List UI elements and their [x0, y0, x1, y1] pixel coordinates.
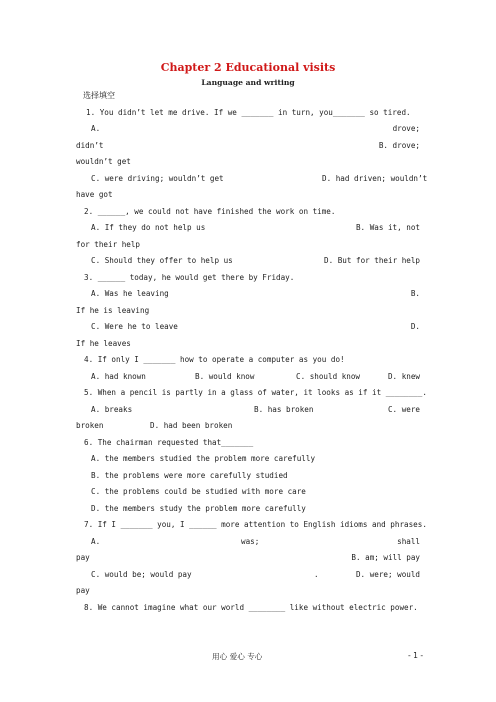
option-2b: B. Was it, not	[355, 223, 420, 232]
option-1c: C. were driving; wouldn’t get	[91, 174, 224, 183]
question-6: 6. The chairman requested that_______	[84, 438, 254, 447]
option-7d-cont: pay	[76, 586, 90, 595]
option-6a: A. the members studied the problem more carefully	[91, 454, 316, 463]
option-1b: B. drove;	[378, 141, 420, 150]
option-3a: A. Was he leaving	[91, 289, 169, 298]
option-6d: D. the members study the problem more carefully	[91, 504, 306, 513]
question-4: 4. If only I _______ how to operate a computer as you do!	[84, 355, 345, 364]
option-5a: A. breaks	[91, 405, 133, 414]
question-8: 8. We cannot imagine what our world ________ like without electric power.	[84, 603, 418, 612]
option-6b: B. the problems were more carefully studied	[91, 471, 288, 480]
option-5b: B. has broken	[254, 405, 314, 414]
option-7b: B. am; will pay	[351, 553, 420, 562]
page-subtitle: Language and writing	[201, 78, 295, 87]
option-5d: D. had been broken	[150, 421, 233, 430]
option-2b-cont: for their help	[76, 240, 141, 249]
option-4b: B. would know	[195, 372, 255, 381]
option-6c: C. the problems could be studied with more care	[91, 487, 306, 496]
option-2a: A. If they do not help us	[91, 223, 206, 232]
option-1d: D. had driven; wouldn’t	[322, 174, 428, 183]
option-1b-cont: wouldn’t get	[76, 157, 131, 166]
question-7: 7. If I _______ you, I ______ more attention to English idioms and phrases.	[84, 520, 427, 529]
question-2: 2. ______, we could not have finished the work on time.	[84, 207, 336, 216]
question-3: 3. ______ today, he would get there by Friday.	[84, 273, 295, 282]
question-5: 5. When a pencil is partly in a glass of water, it looks as if it ________.	[84, 388, 427, 397]
option-7c: C. would be; would pay	[91, 570, 192, 579]
option-1a-cont: didn’t	[76, 141, 104, 150]
option-3c: C. Were he to leave	[91, 322, 178, 331]
option-4c: C. should know	[296, 372, 361, 381]
option-4d: D. knew	[387, 372, 420, 381]
option-4a: A. had known	[91, 372, 146, 381]
option-3d: D.	[410, 322, 420, 331]
option-3d-cont: If he leaves	[76, 339, 131, 348]
question-1: 1. You didn’t let me drive. If we _______ in turn, you_______ so tired.	[86, 108, 411, 117]
option-1a: A.	[91, 124, 101, 133]
option-7a-text: was;	[241, 537, 260, 546]
option-3b: B.	[410, 289, 420, 298]
option-7-dot: .	[314, 570, 319, 579]
page-title: Chapter 2 Educational visits	[160, 61, 336, 74]
option-7a: A.	[91, 537, 101, 546]
option-5c: C. were	[387, 405, 420, 414]
option-7d: D. were; would	[355, 570, 420, 579]
option-1d-cont: have got	[76, 190, 113, 199]
section-heading: 选择填空	[83, 91, 115, 100]
option-7a-cont: pay	[76, 553, 90, 562]
page-number: - 1 -	[408, 651, 424, 660]
footer-motto: 用心 爱心 专心	[212, 652, 263, 661]
option-7a-text2: shall	[397, 537, 420, 546]
option-2d: D. But for their help	[324, 256, 421, 265]
option-3b-cont: If he is leaving	[76, 306, 150, 315]
option-5c-cont: broken	[76, 421, 104, 430]
option-1a-text: drove;	[392, 124, 420, 133]
option-2c: C. Should they offer to help us	[91, 256, 233, 265]
